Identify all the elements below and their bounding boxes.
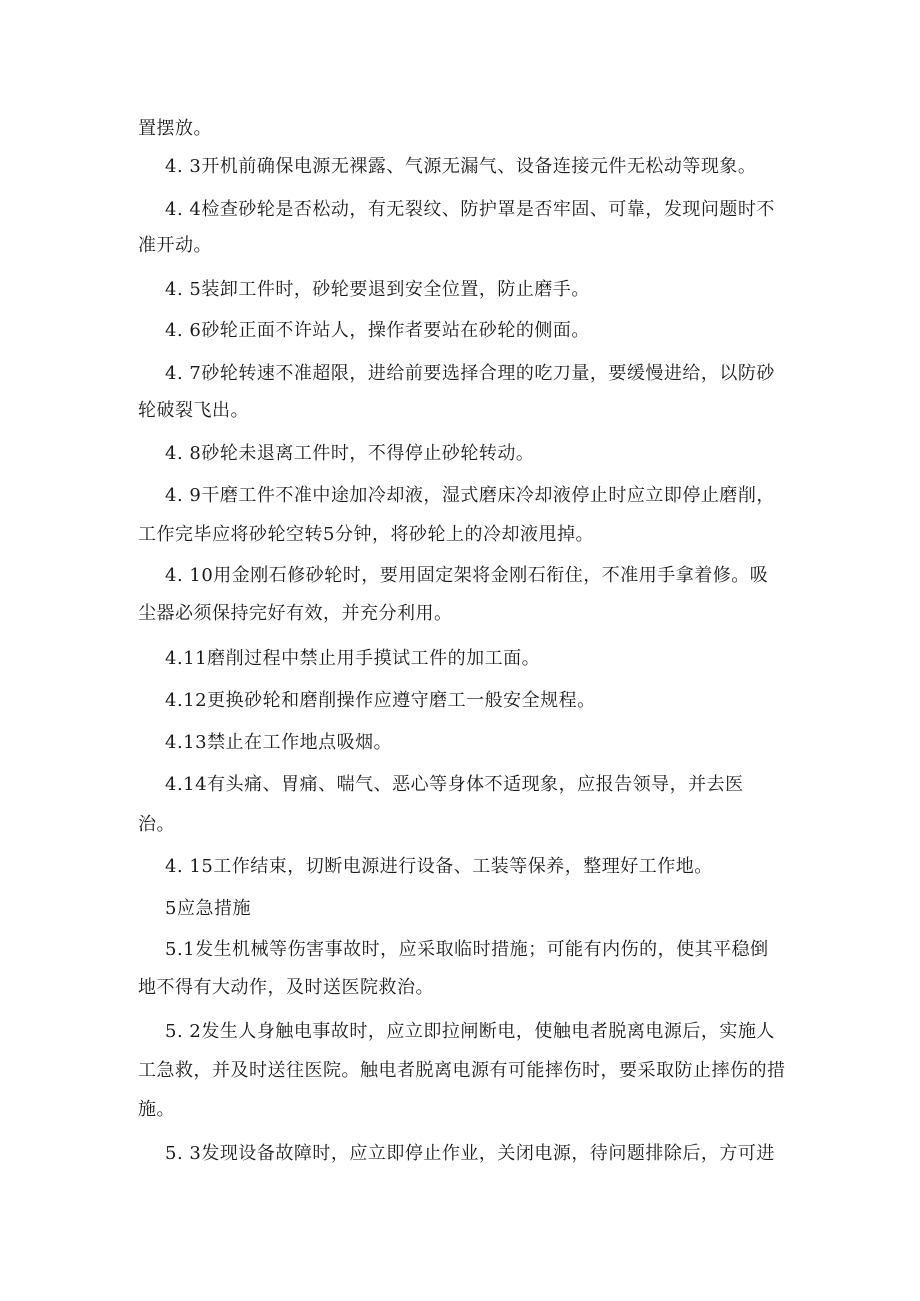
text-line: 5. 2发生人身触电事故时，应立即拉闸断电，使触电者脱离电源后，实施人 [165,1021,775,1042]
text-line: 4. 9干磨工件不准中途加冷却液，湿式磨床冷却液停止时应立即停止磨削， [165,485,775,506]
text-line: 治。 [138,814,175,835]
text-line: 4. 10用金刚石修砂轮时，要用固定架将金刚石衔住，不准用手拿着修。吸 [165,565,769,586]
text-line: 施。 [138,1099,175,1120]
text-line: 4.14有头痛、胃痛、喘气、恶心等身体不适现象，应报告领导，并去医 [165,774,744,795]
text-line: 5.1发生机械等伤害事故时，应采取临时措施；可能有内伤的，使其平稳倒 [165,939,769,960]
text-line: 地不得有大动作，及时送医院救治。 [138,977,434,998]
text-line: 工急救，并及时送往医院。触电者脱离电源有可能摔伤时，要采取防止摔伤的措 [138,1060,786,1081]
text-line: 尘器必须保持完好有效，并充分利用。 [138,603,453,624]
text-line: 4. 3开机前确保电源无裸露、气源无漏气、设备连接元件无松动等现象。 [165,156,757,177]
text-line: 准开动。 [138,235,212,256]
text-line: 工作完毕应将砂轮空转5分钟，将砂轮上的冷却液甩掉。 [138,524,594,545]
text-line: 4.12更换砂轮和磨削操作应遵守磨工一般安全规程。 [165,690,596,711]
text-line: 4. 5装卸工件时，砂轮要退到安全位置，防止磨手。 [165,279,590,300]
text-line: 4. 4检查砂轮是否松动，有无裂纹、防护罩是否牢固、可靠，发现问题时不 [165,199,775,220]
text-line: 4. 15工作结束，切断电源进行设备、工装等保养，整理好工作地。 [165,856,713,877]
section-heading: 5应急措施 [165,898,251,919]
text-line: 轮破裂飞出。 [138,400,249,421]
text-line: 4. 7砂轮转速不准超限，进给前要选择合理的吃刀量，要缓慢进给，以防砂 [165,363,775,384]
text-line: 4. 6砂轮正面不许站人，操作者要站在砂轮的侧面。 [165,320,590,341]
text-line: 4. 8砂轮未退离工件时，不得停止砂轮转动。 [165,443,535,464]
text-line: 5. 3发现设备故障时，应立即停止作业，关闭电源，待问题排除后，方可进 [165,1143,775,1164]
text-line: 置摆放。 [138,118,212,139]
text-line: 4.11磨削过程中禁止用手摸试工件的加工面。 [165,648,541,669]
text-line: 4.13禁止在工作地点吸烟。 [165,732,393,753]
